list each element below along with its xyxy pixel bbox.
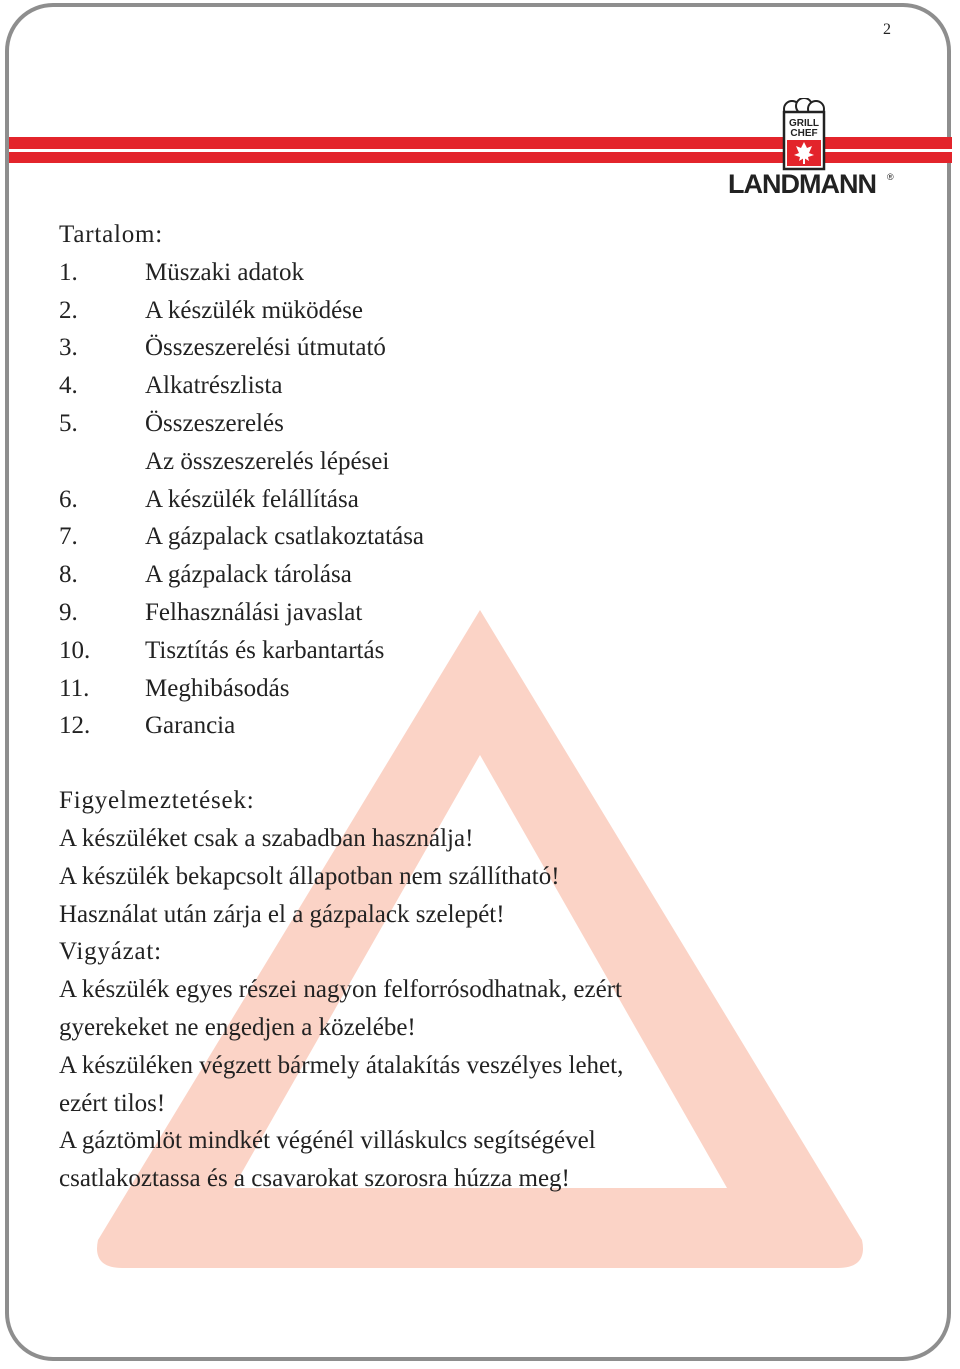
toc-item-label: Az összeszerelés lépései (145, 447, 390, 475)
toc-item-number: 8. (59, 561, 78, 589)
toc-item (59, 632, 919, 670)
toc-item-number: 3. (59, 334, 78, 362)
caution-line: gyerekeket ne engedjen a közelébe! (59, 1013, 416, 1041)
warnings-heading: Figyelmeztetések: (59, 787, 255, 815)
toc-item-label: Összeszerelés (145, 409, 284, 437)
registered-mark: ® (887, 172, 894, 182)
toc-item-label: A gázpalack tárolása (145, 561, 352, 589)
toc-item-label: Alkatrészlista (145, 372, 283, 400)
toc-item-number: 10. (59, 636, 91, 664)
brand-wordmark: LANDMANN (728, 169, 876, 199)
caution-line: A készüléken végzett bármely átalakítás veszélyes lehet, (59, 1051, 624, 1079)
toc-item-number: 6. (59, 485, 78, 513)
table-of-contents (59, 254, 919, 745)
chef-hat-icon (784, 98, 824, 169)
toc-item-number: 9. (59, 598, 78, 626)
toc-item-number: 11. (59, 674, 90, 702)
warning-line: A készülék bekapcsolt állapotban nem szállítható! (59, 862, 560, 890)
toc-item-label: A gázpalack csatlakoztatása (145, 523, 425, 551)
toc-item-number: 7. (59, 523, 78, 551)
toc-item (59, 329, 919, 367)
caution-line: A készülék egyes részei nagyon felforrósodhatnak, ezért (59, 976, 622, 1004)
toc-item (59, 518, 919, 556)
caution-line: csatlakoztassa és a csavarokat szorosra húzza meg! (59, 1165, 570, 1193)
caution-line: A gáztömlöt mindkét végénél villáskulcs segítségével (59, 1127, 596, 1155)
toc-item-label: Összeszerelési útmutató (145, 334, 386, 362)
toc-item (59, 292, 919, 330)
toc-item (59, 707, 919, 745)
section-spacer (59, 745, 919, 782)
badge-line-1: GRILL (789, 118, 819, 129)
toc-item-label: Meghibásodás (145, 674, 290, 702)
toc-item (59, 670, 919, 708)
toc-item (59, 443, 919, 481)
warning-line: Használat után zárja el a gázpalack szelepét! (59, 900, 505, 928)
toc-item-label: Garancia (145, 712, 236, 740)
caution-line: ezért tilos! (59, 1089, 166, 1117)
badge-line-2: CHEF (790, 128, 818, 139)
toc-item (59, 556, 919, 594)
page-content (59, 216, 919, 1198)
toc-item-number: 5. (59, 409, 78, 437)
toc-item (59, 405, 919, 443)
toc-item-number (59, 443, 145, 481)
toc-item (59, 481, 919, 519)
toc-item-label: Felhasználási javaslat (145, 598, 363, 626)
toc-item-number: 4. (59, 372, 78, 400)
toc-item-number: 1. (59, 258, 78, 286)
warning-line: A készüléket csak a szabadban használja! (59, 824, 474, 852)
toc-item-label: Müszaki adatok (145, 258, 304, 286)
toc-item (59, 594, 919, 632)
page-number: 2 (883, 21, 891, 38)
landmann-logo (724, 98, 904, 202)
toc-item-label: Tisztítás és karbantartás (145, 636, 385, 664)
toc-item-label: A készülék felállítása (145, 485, 359, 513)
toc-item (59, 254, 919, 292)
caution-heading: Vigyázat: (59, 938, 162, 966)
contents-heading: Tartalom: (59, 221, 164, 248)
toc-item-number: 12. (59, 712, 91, 740)
toc-item-number: 2. (59, 296, 78, 324)
toc-item (59, 367, 919, 405)
toc-item-label: A készülék müködése (145, 296, 364, 324)
